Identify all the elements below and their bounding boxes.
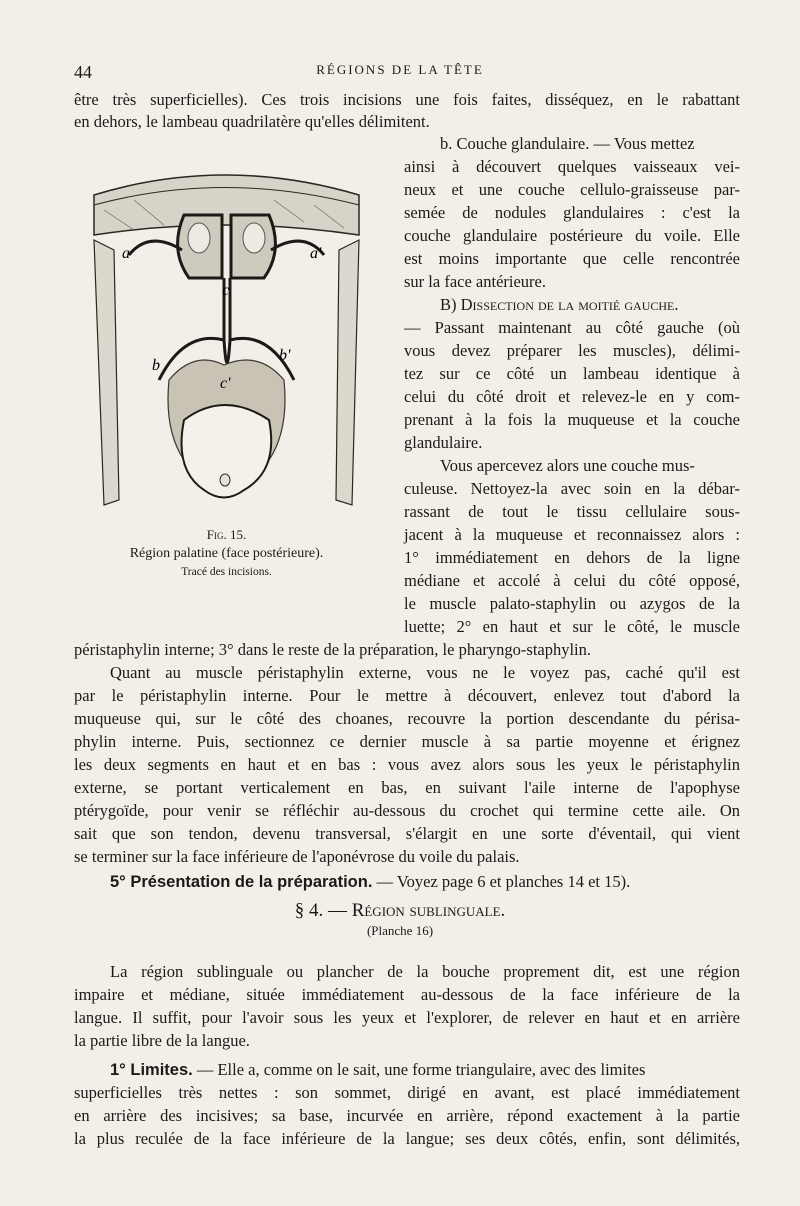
paragraph-line: superficielles très nettes : son sommet, dirigé en avant, est placé immédiatement bbox=[74, 1083, 740, 1102]
presentation-text: — Voyez page 6 et planches 14 et 15). bbox=[372, 872, 631, 891]
paragraph-line: semée de nodules glandulaires : c'est la bbox=[404, 203, 740, 222]
paragraph-line: b. Couche glandulaire. — Vous mettez bbox=[440, 134, 695, 153]
section-title: § 4. — Région sublinguale. bbox=[294, 900, 506, 921]
paragraph-line: muqueuse qui, sur le côté des choanes, recouvre la portion descendante du périsa- bbox=[74, 709, 740, 728]
figure-label-a: a bbox=[122, 245, 130, 262]
figure-label-c: c bbox=[222, 282, 230, 299]
figure-label-a-prime: a' bbox=[310, 245, 322, 262]
paragraph-line: culeuse. Nettoyez-la avec soin en la débar- bbox=[404, 479, 740, 498]
paragraph-line: 1° immédiatement en dehors de la ligne bbox=[404, 548, 740, 567]
paragraph-line: ptérygoïde, pour venir se réfléchir au-dessous du crochet qui termine cette aile. On bbox=[74, 801, 740, 820]
paragraph-line: vous devez préparer les muscles), délimi- bbox=[404, 341, 740, 360]
paragraph-line: tez sur ce côté un lambeau identique à bbox=[404, 364, 740, 383]
paragraph-line: en dehors, le lambeau quadrilatère qu'elles délimitent. bbox=[74, 112, 430, 131]
running-head: RÉGIONS DE LA TÊTE bbox=[316, 62, 484, 77]
presentation-heading: 5° Présentation de la préparation. bbox=[110, 873, 373, 891]
anatomical-figure bbox=[74, 160, 379, 520]
paragraph-line bbox=[110, 872, 740, 892]
figure-number: Fig. 15. bbox=[206, 527, 247, 542]
paragraph-line: être très superficielles). Ces trois incisions une fois faites, disséquez, en le rabattant bbox=[74, 90, 740, 109]
paragraph-line: la partie libre de la langue. bbox=[74, 1031, 250, 1050]
figure-subcaption: Tracé des incisions. bbox=[181, 566, 272, 578]
figure-label-b-prime: b' bbox=[279, 347, 291, 364]
paragraph-line: médiane et accolé à celui du côté opposé, bbox=[404, 571, 740, 590]
paragraph-line: impaire et médiane, située immédiatement au-dessous de la face inférieure de la bbox=[74, 985, 740, 1004]
paragraph-line: luette; 2° en haut et sur le côté, le muscle bbox=[404, 617, 740, 636]
paragraph-line: est moins importante que celle rencontrée bbox=[404, 249, 740, 268]
paragraph-line: glandulaire. bbox=[404, 433, 483, 452]
limits-text: — Elle a, comme on le sait, une forme triangulaire, avec des limites bbox=[192, 1060, 646, 1079]
paragraph-line: péristaphylin interne; 3° dans le reste de la préparation, le pharyngo-staphylin. bbox=[74, 640, 592, 659]
figure-label-b: b bbox=[152, 357, 160, 374]
subsection-heading: B) Dissection de la moitié gauche. bbox=[440, 295, 679, 314]
paragraph-line: les deux segments en haut et en bas : vous avez alors sous les yeux le péristaphylin bbox=[74, 755, 740, 774]
paragraph-line: se terminer sur la face inférieure de l'aponévrose du voile du palais. bbox=[74, 847, 520, 866]
paragraph-line: sur la face antérieure. bbox=[404, 272, 546, 291]
paragraph-line: rassant de tout le tissu cellulaire sous- bbox=[404, 502, 740, 521]
figure-caption: Région palatine (face postérieure). bbox=[129, 546, 324, 561]
limits-heading: 1° Limites. bbox=[110, 1061, 193, 1079]
page-number: 44 bbox=[74, 62, 92, 82]
section-subtitle: (Planche 16) bbox=[366, 923, 434, 938]
paragraph-line: celui du côté droit et relevez-le en y com- bbox=[404, 387, 740, 406]
paragraph-line: externe, se portant verticalement en bas, en suivant l'aile interne de l'apophyse bbox=[74, 778, 740, 797]
paragraph-line: prenant à la fois la muqueuse et la couche bbox=[404, 410, 740, 429]
paragraph-line: Vous apercevez alors une couche mus- bbox=[440, 456, 695, 475]
paragraph-line: en arrière des incisives; sa base, incurvée en arrière, répond exactement à la partie bbox=[74, 1106, 740, 1125]
paragraph-line: couche glandulaire postérieure du voile. Elle bbox=[404, 226, 740, 245]
paragraph-line: par le péristaphylin interne. Pour le mettre à découvert, enlevez tout d'abord la bbox=[74, 686, 740, 705]
paragraph-line: phylin interne. Puis, sectionnez ce dernier muscle à sa partie moyenne et érignez bbox=[74, 732, 740, 751]
paragraph-line: ainsi à découvert quelques vaisseaux vei- bbox=[404, 157, 740, 176]
paragraph-line: La région sublinguale ou plancher de la bouche proprement dit, est une région bbox=[110, 962, 740, 981]
paragraph-line: sait que son tendon, devenu transversal, s'élargit en une sorte d'éventail, qui vient bbox=[74, 824, 740, 843]
paragraph-line: langue. Il suffit, pour l'avoir sous les yeux et l'explorer, de relever en haut et en arrière bbox=[74, 1008, 740, 1027]
paragraph-line: — Passant maintenant au côté gauche (où bbox=[404, 318, 740, 337]
paragraph-line: neux et une couche cellulo-graisseuse par- bbox=[404, 180, 740, 199]
paragraph-line: Quant au muscle péristaphylin externe, vous ne le voyez pas, caché qu'il est bbox=[110, 663, 740, 682]
figure-label-c-prime: c' bbox=[220, 375, 231, 392]
paragraph-line bbox=[110, 1060, 740, 1080]
paragraph-line: le muscle palato-staphylin ou azygos de la bbox=[404, 594, 740, 613]
paragraph-line: la plus reculée de la face inférieure de la langue; ses deux côtés, enfin, sont délimités, bbox=[74, 1129, 740, 1148]
paragraph-line: jacent à la muqueuse et reconnaissez alors : bbox=[404, 525, 740, 544]
